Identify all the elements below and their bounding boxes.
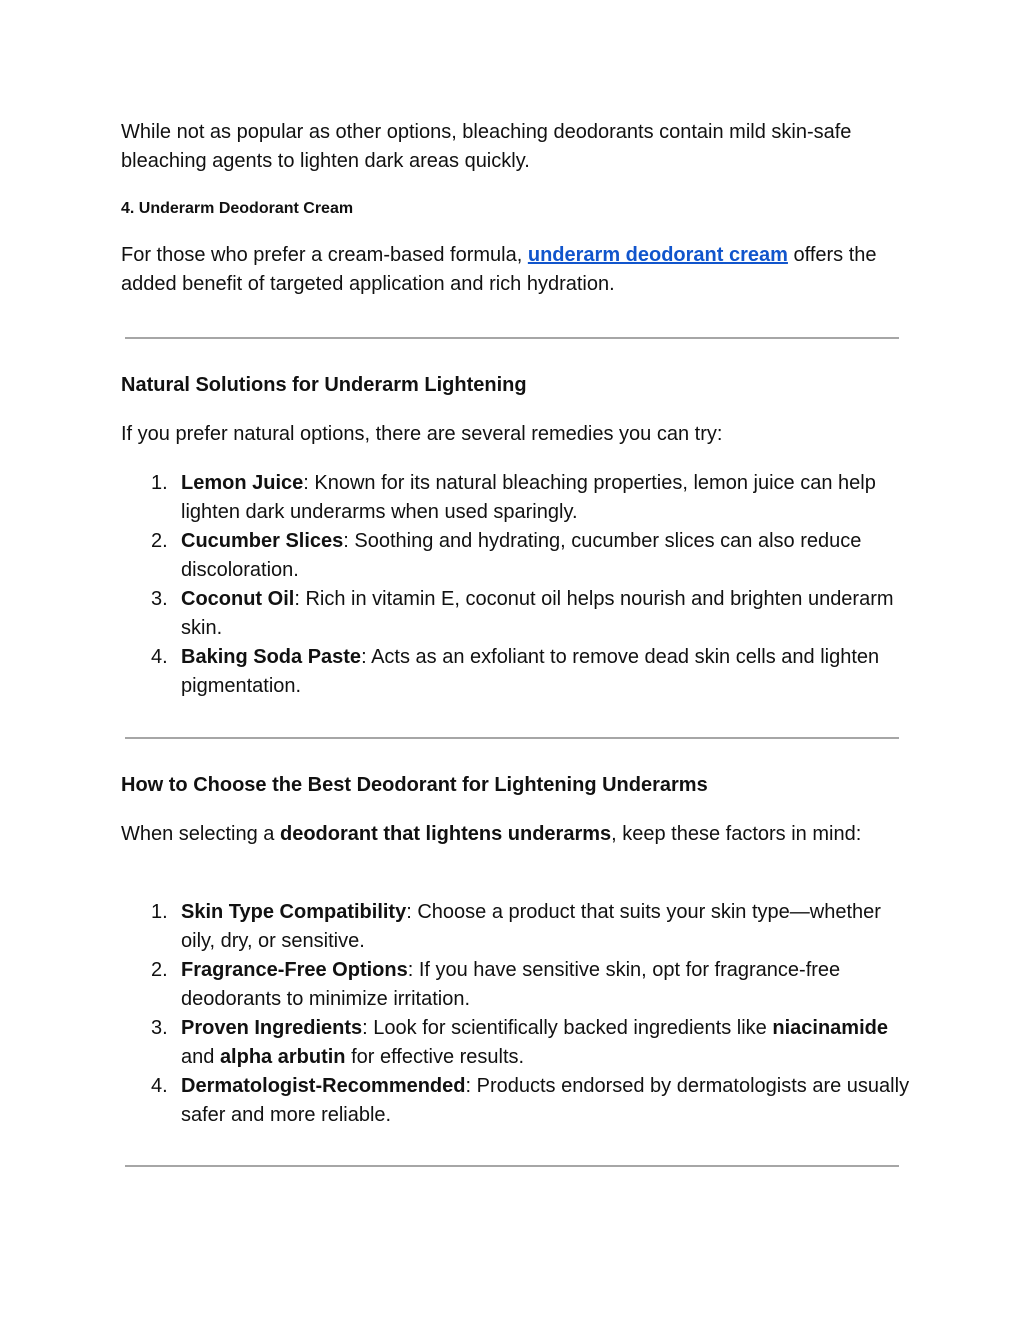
section-divider — [125, 737, 899, 739]
choose-intro-bold: deodorant that lightens underarms — [279, 823, 612, 845]
list-item — [121, 1072, 911, 1130]
choose-intro-before: When selecting a — [121, 823, 280, 845]
list-number: 4. — [151, 646, 168, 668]
list-desc: : If you have sensitive skin, opt for fragrance-free deodorants to minimize irritation. — [181, 959, 841, 1010]
list-item — [121, 1014, 911, 1072]
list-desc: : Acts as an exfoliant to remove dead skin cells and lighten pigmentation. — [181, 646, 880, 697]
list-item — [121, 898, 911, 956]
list-number: 3. — [151, 588, 168, 610]
list-number: 4. — [151, 1075, 168, 1097]
list-number: 3. — [151, 1017, 168, 1039]
list-number: 1. — [151, 472, 168, 494]
choose-intro-after: , keep these factors in mind: — [611, 823, 862, 845]
list-desc: : Rich in vitamin E, coconut oil helps nourish and brighten underarm skin. — [181, 588, 894, 639]
list-item — [121, 527, 911, 585]
list-item — [121, 469, 911, 527]
natural-solutions-heading: Natural Solutions for Underarm Lightening — [121, 374, 527, 396]
choose-best-heading: How to Choose the Best Deodorant for Lightening Underarms — [121, 774, 708, 796]
list-bold-niacinamide: niacinamide — [772, 1017, 888, 1039]
list-bold-alpha-arbutin: alpha arbutin — [219, 1046, 346, 1068]
cream-text-after: offers the added benefit of targeted application and rich hydration. — [121, 244, 877, 295]
natural-intro: If you prefer natural options, there are several remedies you can try: — [121, 423, 723, 445]
list-desc: : Look for scientifically backed ingredients like — [362, 1017, 773, 1039]
bleaching-text: While not as popular as other options, bleaching deodorants contain mild skin-safe bleaching agents to lighten dark areas quickly. — [121, 121, 852, 172]
list-desc-mid: and — [181, 1046, 220, 1068]
choose-intro — [121, 820, 906, 849]
list-number: 2. — [151, 530, 168, 552]
list-desc: : Choose a product that suits your skin type—whether oily, dry, or sensitive. — [181, 901, 881, 952]
cream-paragraph — [121, 241, 906, 299]
list-item — [121, 643, 911, 701]
cream-subheading: 4. Underarm Deodorant Cream — [121, 200, 354, 217]
cream-text-before: For those who prefer a cream-based formula, — [121, 244, 528, 266]
list-desc: : Known for its natural bleaching properties, lemon juice can help lighten dark underarms when used sparingly. — [181, 472, 876, 523]
list-desc: : Soothing and hydrating, cucumber slices can also reduce discoloration. — [181, 530, 862, 581]
section-divider — [125, 337, 899, 339]
natural-remedies-list — [121, 469, 911, 701]
list-item — [121, 585, 911, 643]
list-term: Coconut Oil — [181, 588, 295, 610]
list-term: Baking Soda Paste — [181, 646, 362, 668]
list-desc: : Products endorsed by dermatologists are usually safer and more reliable. — [181, 1075, 910, 1126]
list-term: Dermatologist-Recommended — [181, 1075, 466, 1097]
section-divider — [125, 1165, 899, 1167]
list-term: Fragrance-Free Options — [181, 959, 408, 981]
list-term: Cucumber Slices — [181, 530, 344, 552]
choose-factors-list — [121, 898, 911, 1130]
list-desc-end: for effective results. — [345, 1046, 525, 1068]
list-term: Skin Type Compatibility — [181, 901, 407, 923]
list-term: Proven Ingredients — [181, 1017, 363, 1039]
list-number: 2. — [151, 959, 168, 981]
underarm-deodorant-cream-link[interactable]: underarm deodorant cream — [527, 244, 788, 266]
list-number: 1. — [151, 901, 168, 923]
list-item — [121, 956, 911, 1014]
bleaching-paragraph — [121, 118, 906, 176]
list-term: Lemon Juice — [181, 472, 304, 494]
